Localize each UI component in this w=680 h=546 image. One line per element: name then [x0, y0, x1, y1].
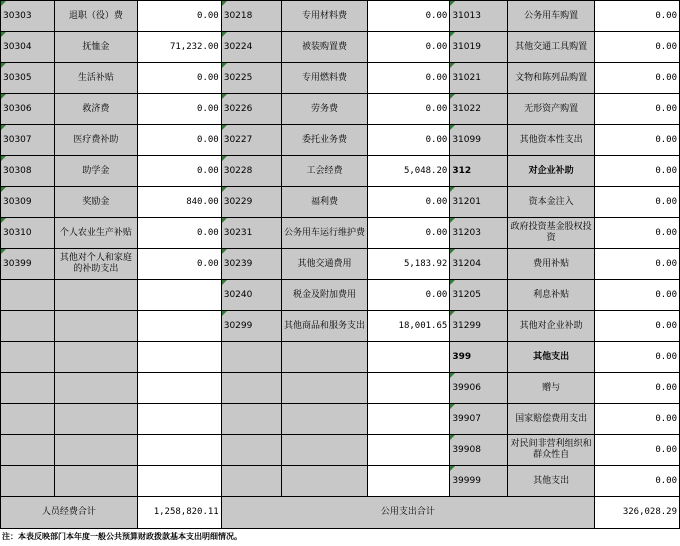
account-name: 对企业补助	[508, 156, 595, 187]
amount-value	[137, 466, 221, 497]
cell-comment-marker-icon	[222, 1, 227, 6]
amount-value	[368, 435, 450, 466]
account-name: 费用补贴	[508, 249, 595, 280]
amount-value: 0.00	[595, 466, 680, 497]
account-code: 30231	[221, 218, 281, 249]
cell-comment-marker-icon	[450, 125, 455, 130]
cell-comment-marker-icon	[222, 187, 227, 192]
account-code: 30224	[221, 32, 281, 63]
amount-value: 0.00	[137, 156, 221, 187]
cell-comment-marker-icon	[450, 1, 455, 6]
account-code: 30225	[221, 63, 281, 94]
account-name: 专用材料费	[281, 1, 368, 32]
amount-value: 0.00	[368, 94, 450, 125]
amount-value	[368, 404, 450, 435]
amount-value: 0.00	[595, 187, 680, 218]
table-row	[1, 218, 680, 249]
table-row	[1, 404, 680, 435]
amount-value: 0.00	[595, 342, 680, 373]
account-code: 30308	[1, 156, 55, 187]
account-code: 31022	[450, 94, 508, 125]
cell-comment-marker-icon	[1, 125, 6, 130]
account-name	[54, 466, 137, 497]
account-code: 31201	[450, 187, 508, 218]
personnel-total-value: 1,258,820.11	[137, 497, 221, 529]
account-name	[54, 311, 137, 342]
amount-value: 0.00	[137, 1, 221, 32]
table-row	[1, 187, 680, 218]
amount-value: 0.00	[368, 125, 450, 156]
account-name: 福利费	[281, 187, 368, 218]
amount-value: 840.00	[137, 187, 221, 218]
amount-value	[137, 342, 221, 373]
cell-comment-marker-icon	[450, 280, 455, 285]
account-name: 其他支出	[508, 466, 595, 497]
cell-comment-marker-icon	[222, 156, 227, 161]
amount-value: 0.00	[595, 1, 680, 32]
cell-comment-marker-icon	[222, 94, 227, 99]
account-name: 其他商品和服务支出	[281, 311, 368, 342]
cell-comment-marker-icon	[1, 32, 6, 37]
table-row	[1, 280, 680, 311]
account-code	[221, 373, 281, 404]
account-code	[1, 280, 55, 311]
account-name	[54, 373, 137, 404]
account-name: 其他支出	[508, 342, 595, 373]
account-code: 30240	[221, 280, 281, 311]
account-code: 30226	[221, 94, 281, 125]
amount-value: 0.00	[595, 373, 680, 404]
account-code: 39907	[450, 404, 508, 435]
account-code: 39908	[450, 435, 508, 466]
cell-comment-marker-icon	[450, 466, 455, 471]
account-code	[221, 404, 281, 435]
amount-value: 0.00	[595, 63, 680, 94]
account-code	[1, 311, 55, 342]
cell-comment-marker-icon	[1, 63, 6, 68]
account-code: 30306	[1, 94, 55, 125]
account-name: 奖励金	[54, 187, 137, 218]
amount-value: 0.00	[368, 63, 450, 94]
account-name: 工会经费	[281, 156, 368, 187]
account-name: 公务用车购置	[508, 1, 595, 32]
account-code: 31013	[450, 1, 508, 32]
account-name: 政府投资基金股权投资	[508, 218, 595, 249]
account-code: 399	[450, 342, 508, 373]
account-name: 医疗费补助	[54, 125, 137, 156]
cell-comment-marker-icon	[222, 32, 227, 37]
amount-value: 0.00	[595, 156, 680, 187]
amount-value: 5,183.92	[368, 249, 450, 280]
amount-value	[137, 311, 221, 342]
summary-row	[1, 497, 680, 529]
amount-value: 0.00	[368, 218, 450, 249]
cell-comment-marker-icon	[1, 1, 6, 6]
cell-comment-marker-icon	[1, 249, 6, 254]
table-row	[1, 94, 680, 125]
amount-value: 0.00	[368, 1, 450, 32]
account-name	[281, 404, 368, 435]
account-name: 生活补贴	[54, 63, 137, 94]
account-name: 个人农业生产补贴	[54, 218, 137, 249]
account-name: 赠与	[508, 373, 595, 404]
account-code: 30229	[221, 187, 281, 218]
table-row	[1, 63, 680, 94]
account-name: 对民间非营利组织和群众性自	[508, 435, 595, 466]
amount-value	[137, 373, 221, 404]
table-row	[1, 156, 680, 187]
account-code: 31205	[450, 280, 508, 311]
table-row	[1, 342, 680, 373]
account-code: 31099	[450, 125, 508, 156]
amount-value: 0.00	[137, 218, 221, 249]
cell-comment-marker-icon	[450, 373, 455, 378]
account-name	[54, 435, 137, 466]
account-name: 专用燃料费	[281, 63, 368, 94]
cell-comment-marker-icon	[450, 435, 455, 440]
account-code: 30227	[221, 125, 281, 156]
cell-comment-marker-icon	[450, 218, 455, 223]
amount-value: 0.00	[595, 404, 680, 435]
personnel-total-label: 人员经费合计	[1, 497, 138, 529]
account-name: 被装购置费	[281, 32, 368, 63]
account-name: 委托业务费	[281, 125, 368, 156]
account-code	[221, 435, 281, 466]
amount-value: 0.00	[595, 125, 680, 156]
account-name: 劳务费	[281, 94, 368, 125]
account-code: 30305	[1, 63, 55, 94]
cell-comment-marker-icon	[1, 156, 6, 161]
cell-comment-marker-icon	[222, 125, 227, 130]
table-row	[1, 249, 680, 280]
account-name	[54, 342, 137, 373]
amount-value: 0.00	[595, 94, 680, 125]
account-name: 其他对个人和家庭的补助支出	[54, 249, 137, 280]
account-name	[281, 435, 368, 466]
account-code	[1, 373, 55, 404]
account-name: 资本金注入	[508, 187, 595, 218]
cell-comment-marker-icon	[1, 218, 6, 223]
account-code	[1, 342, 55, 373]
table-row	[1, 125, 680, 156]
account-code: 39906	[450, 373, 508, 404]
account-code: 30303	[1, 1, 55, 32]
amount-value: 0.00	[595, 280, 680, 311]
cell-comment-marker-icon	[222, 218, 227, 223]
amount-value	[368, 373, 450, 404]
public-total-label: 公用支出合计	[221, 497, 594, 529]
cell-comment-marker-icon	[450, 404, 455, 409]
account-name: 文物和陈列品购置	[508, 63, 595, 94]
account-code: 31019	[450, 32, 508, 63]
amount-value: 71,232.00	[137, 32, 221, 63]
amount-value: 0.00	[368, 32, 450, 63]
account-code: 31204	[450, 249, 508, 280]
cell-comment-marker-icon	[222, 280, 227, 285]
cell-comment-marker-icon	[450, 187, 455, 192]
account-name: 税金及附加费用	[281, 280, 368, 311]
amount-value: 0.00	[595, 218, 680, 249]
account-name: 其他资本性支出	[508, 125, 595, 156]
amount-value: 0.00	[137, 63, 221, 94]
account-code: 30218	[221, 1, 281, 32]
amount-value: 0.00	[595, 249, 680, 280]
amount-value	[137, 404, 221, 435]
account-name	[54, 280, 137, 311]
cell-comment-marker-icon	[222, 249, 227, 254]
amount-value: 0.00	[595, 435, 680, 466]
table-row	[1, 373, 680, 404]
cell-comment-marker-icon	[450, 94, 455, 99]
amount-value: 0.00	[368, 280, 450, 311]
account-name: 利息补贴	[508, 280, 595, 311]
account-name: 助学金	[54, 156, 137, 187]
account-code: 31299	[450, 311, 508, 342]
account-code	[1, 435, 55, 466]
amount-value: 0.00	[595, 311, 680, 342]
table-row	[1, 466, 680, 497]
amount-value	[368, 342, 450, 373]
account-code: 30309	[1, 187, 55, 218]
amount-value: 0.00	[137, 94, 221, 125]
account-code: 39999	[450, 466, 508, 497]
cell-comment-marker-icon	[450, 32, 455, 37]
amount-value: 0.00	[595, 32, 680, 63]
table-row	[1, 32, 680, 63]
cell-comment-marker-icon	[1, 187, 6, 192]
cell-comment-marker-icon	[450, 311, 455, 316]
amount-value	[137, 435, 221, 466]
account-code: 31021	[450, 63, 508, 94]
account-code: 30228	[221, 156, 281, 187]
amount-value	[368, 466, 450, 497]
cell-comment-marker-icon	[222, 63, 227, 68]
account-code	[221, 466, 281, 497]
account-code: 30239	[221, 249, 281, 280]
account-code: 31203	[450, 218, 508, 249]
account-code: 30304	[1, 32, 55, 63]
amount-value: 18,001.65	[368, 311, 450, 342]
account-name	[281, 373, 368, 404]
account-name: 其他对企业补助	[508, 311, 595, 342]
account-code: 30299	[221, 311, 281, 342]
amount-value: 0.00	[368, 187, 450, 218]
account-name: 救济费	[54, 94, 137, 125]
account-name: 抚恤金	[54, 32, 137, 63]
table-row	[1, 435, 680, 466]
account-name: 其他交通费用	[281, 249, 368, 280]
amount-value: 0.00	[137, 125, 221, 156]
table-row	[1, 1, 680, 32]
account-name: 国家赔偿费用支出	[508, 404, 595, 435]
amount-value: 5,048.20	[368, 156, 450, 187]
account-name	[281, 466, 368, 497]
cell-comment-marker-icon	[450, 63, 455, 68]
cell-comment-marker-icon	[222, 311, 227, 316]
account-name: 公务用车运行维护费	[281, 218, 368, 249]
account-name: 无形资产购置	[508, 94, 595, 125]
public-total-value: 326,028.29	[595, 497, 680, 529]
account-code	[1, 466, 55, 497]
account-name	[281, 342, 368, 373]
cell-comment-marker-icon	[1, 94, 6, 99]
account-name	[54, 404, 137, 435]
amount-value: 0.00	[137, 249, 221, 280]
account-code: 30310	[1, 218, 55, 249]
account-code: 312	[450, 156, 508, 187]
account-name: 其他交通工具购置	[508, 32, 595, 63]
amount-value	[137, 280, 221, 311]
table-row	[1, 311, 680, 342]
account-code	[221, 342, 281, 373]
account-name: 退职（役）费	[54, 1, 137, 32]
account-code: 30399	[1, 249, 55, 280]
account-code: 30307	[1, 125, 55, 156]
table-footnote: 注：本表反映部门本年度一般公共预算财政拨款基本支出明细情况。	[2, 532, 242, 541]
account-code	[1, 404, 55, 435]
cell-comment-marker-icon	[450, 249, 455, 254]
